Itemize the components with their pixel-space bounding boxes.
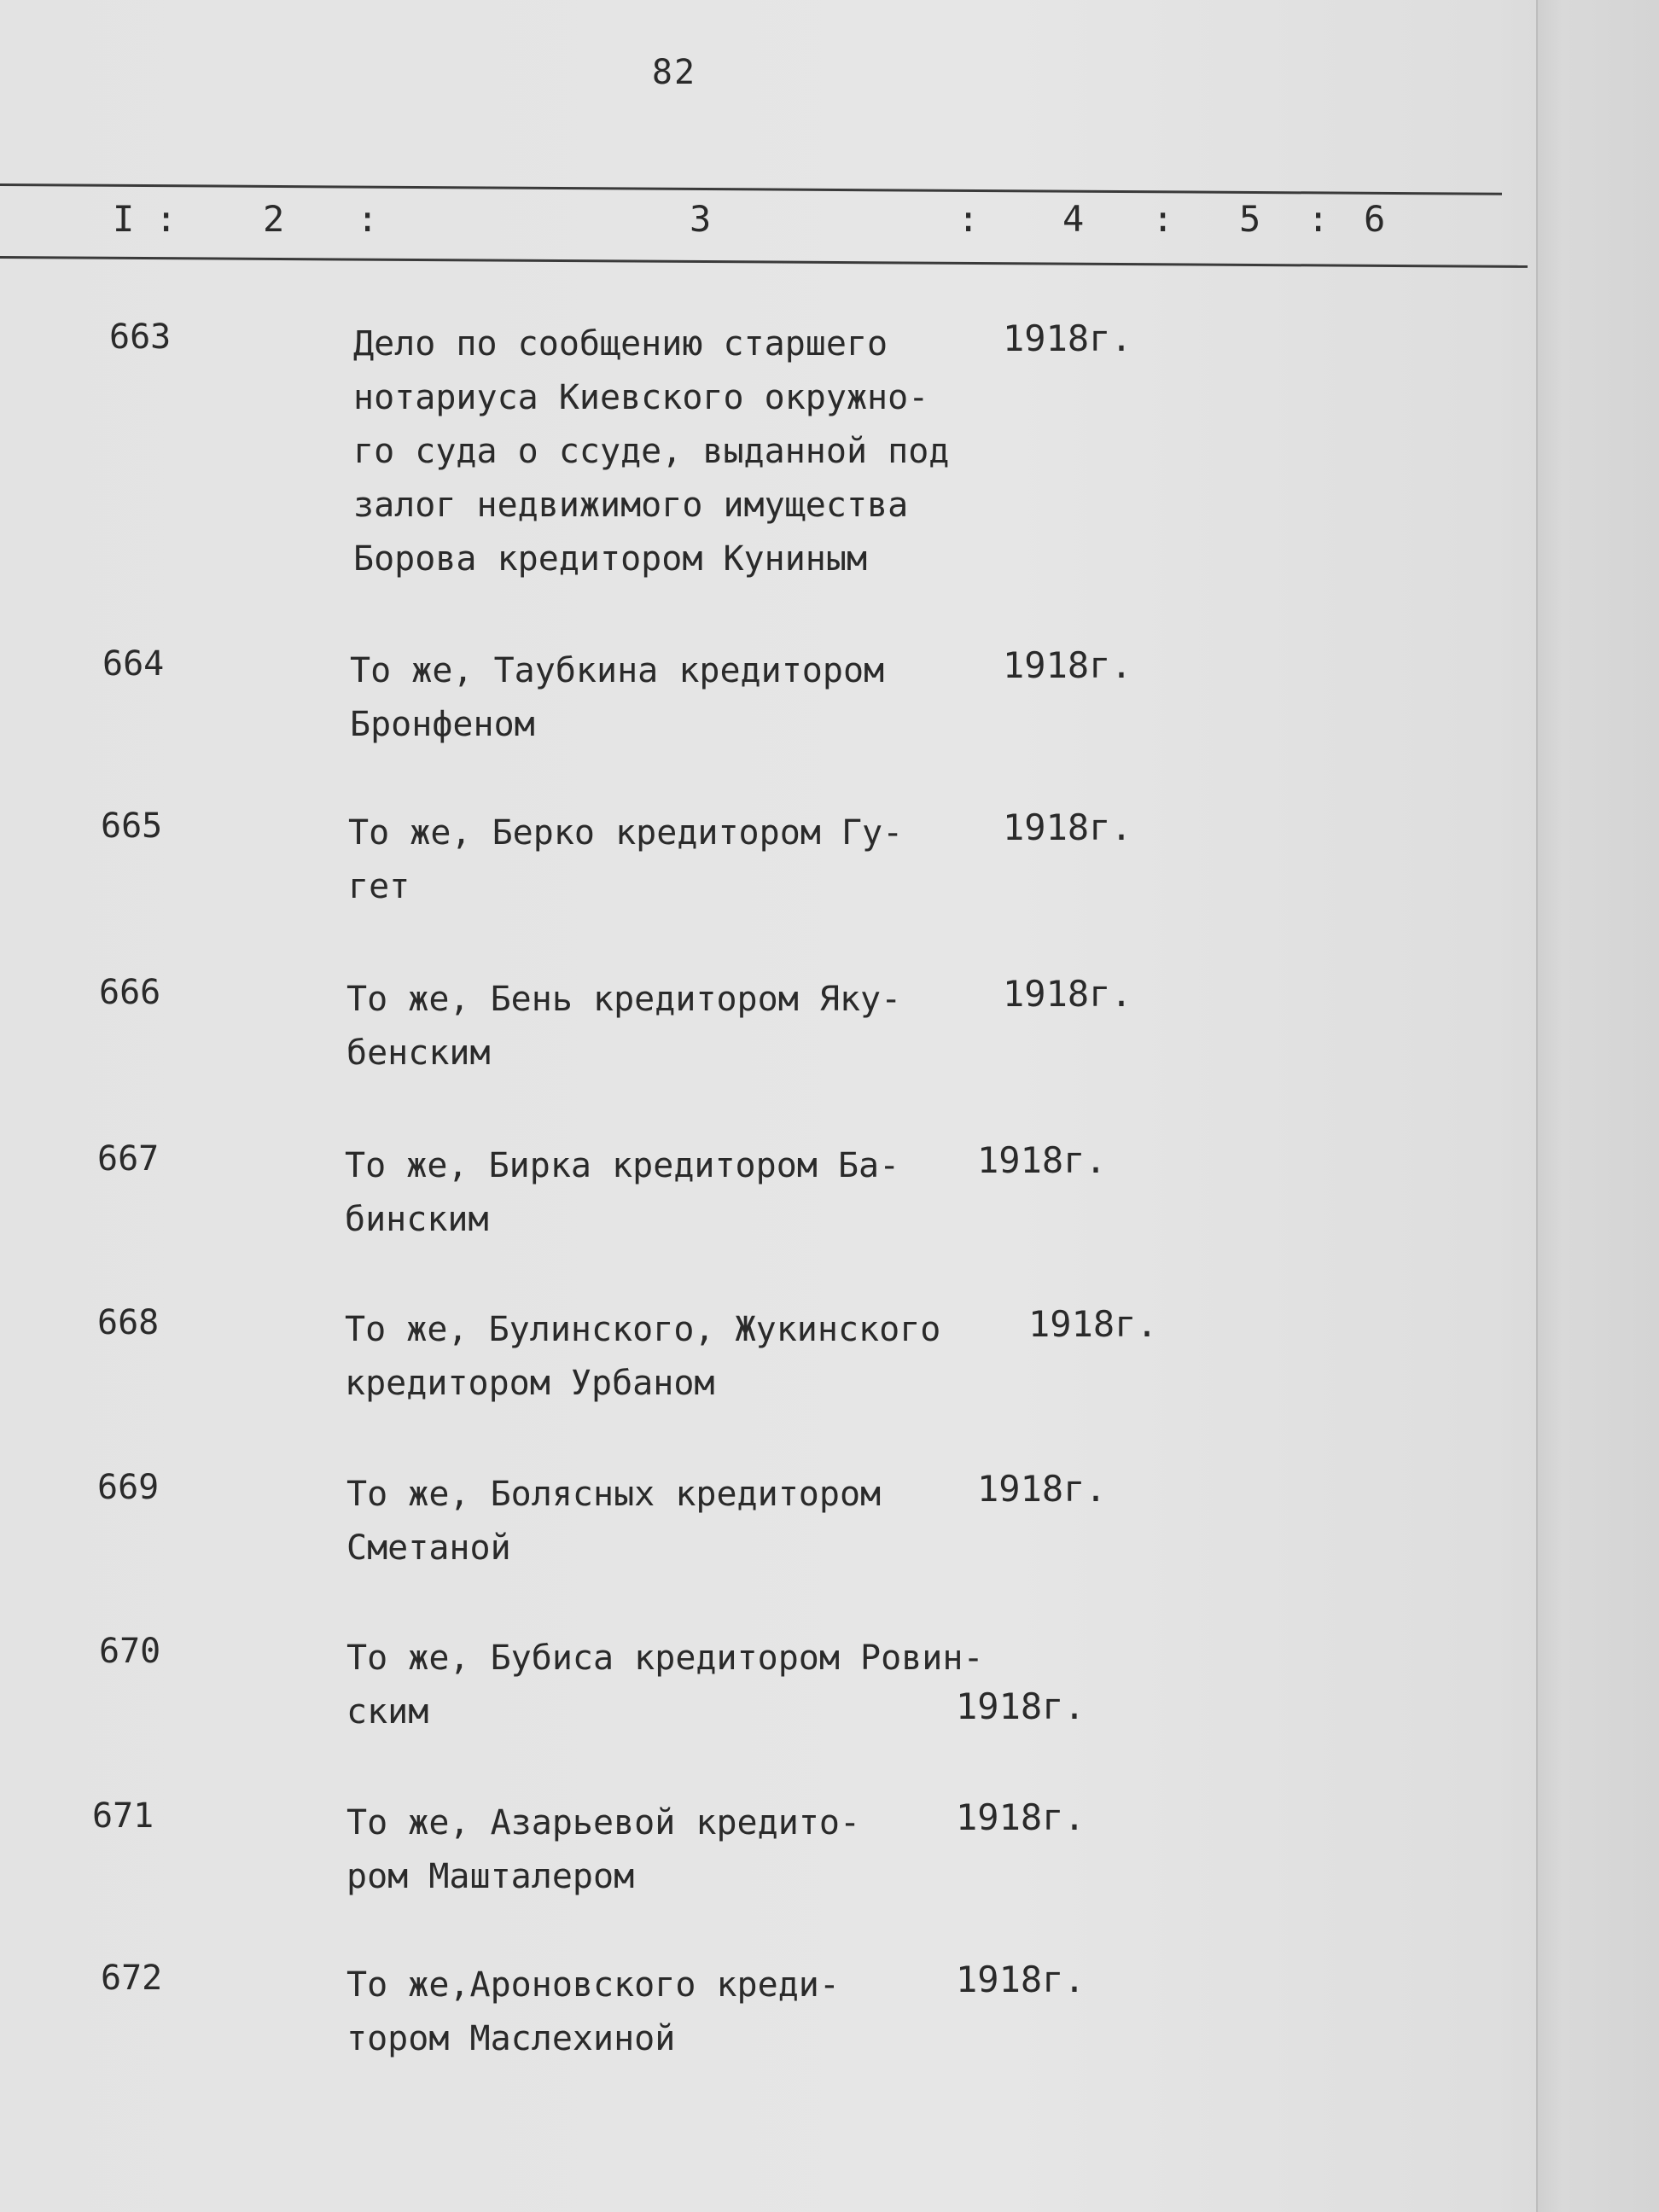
description-line: То же, Таубкина кредитором [350,651,885,690]
description-line: Дело по сообщению старшего [353,324,888,364]
entry-description [346,973,901,1080]
entry-number: 672 [101,1959,163,1998]
entry-year: 1918г. [956,1959,1086,2000]
entry-year: 1918г. [1028,1303,1158,1345]
page-number: 82 [651,53,697,92]
entry-description [346,1632,984,1739]
description-line: То же, Азарьевой кредито- [346,1803,861,1842]
entry-number: 663 [109,317,172,357]
column-separator: : [1307,198,1330,240]
description-line: То же, Бирка кредитором Ба- [345,1146,900,1185]
entry-description [348,806,903,914]
column-header-2: 2 [263,198,285,240]
column-header-6: 6 [1364,198,1386,240]
entry-year: 1918г. [977,1139,1107,1181]
description-line: То же, Болясных кредитором [346,1475,882,1514]
column-header-1: I [113,198,135,240]
entry-number: 666 [99,973,161,1012]
description-line: бенским [346,1033,491,1073]
description-line: залог недвижимого имущества [353,486,909,525]
entry-number: 670 [99,1632,161,1671]
description-line: То же, Бень кредитором Яку- [346,980,902,1019]
entry-number: 671 [92,1796,154,1836]
description-line: То же,Ароновского креди- [346,1965,840,2005]
description-line: го суда о ссуде, выданной под [353,432,950,471]
description-line: тором Маслехиной [346,2019,676,2058]
description-line: Бронфеном [350,705,535,744]
description-line: То же, Бубиса кредитором Ровин- [346,1639,984,1678]
page-edge-shadow [1536,0,1659,2212]
entry-description [350,644,884,752]
entry-description [345,1303,940,1411]
header-top-rule [0,183,1502,195]
description-line: Сметаной [346,1528,511,1568]
description-line: ром Машталером [346,1857,635,1896]
description-line: бинским [345,1200,489,1239]
entry-description [353,317,949,586]
column-header-4: 4 [1062,198,1085,240]
entry-description [345,1139,899,1247]
column-separator: : [958,198,980,240]
entry-year: 1918г. [956,1685,1086,1727]
header-bottom-rule [0,256,1528,268]
entry-year: 1918г. [977,1468,1107,1510]
entry-year: 1918г. [1003,644,1132,686]
description-line: То же, Берко кредитором Гу- [348,813,904,853]
entry-description [346,1796,860,1904]
entry-number: 669 [97,1468,160,1507]
entry-number: 664 [102,644,165,684]
entry-year: 1918г. [1003,317,1132,359]
entry-year: 1918г. [956,1796,1086,1838]
entry-description [346,1959,840,2066]
column-header-5: 5 [1239,198,1261,240]
column-separator: : [155,198,178,240]
entry-year: 1918г. [1003,973,1132,1015]
entry-year: 1918г. [1003,806,1132,848]
column-separator: : [357,198,379,240]
description-line: нотариуса Киевского окружно- [353,378,929,417]
entry-number: 667 [97,1139,160,1179]
entry-number: 665 [101,806,163,846]
entry-number: 668 [97,1303,160,1342]
description-line: Борова кредитором Куниным [353,539,868,579]
column-header-3: 3 [690,198,712,240]
description-line: кредитором Урбаном [345,1364,715,1403]
entry-description [346,1468,881,1575]
description-line: гет [348,867,410,906]
description-line: ским [346,1692,429,1732]
description-line: То же, Булинского, Жукинского [345,1310,941,1349]
column-separator: : [1152,198,1174,240]
